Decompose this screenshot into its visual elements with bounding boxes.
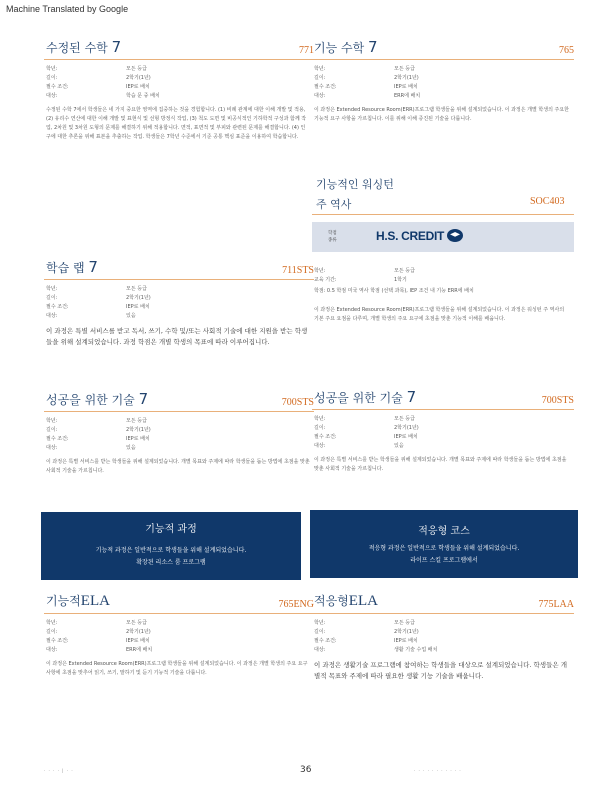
course-description: 이 과정은 생활기술 프로그램에 참여하는 학생들을 대상으로 설계되었습니다. 학생들은 개별적 목표와 주제에 따라 필요한 생활 기능 기술을 배웁니다.: [314, 661, 567, 680]
course-info: 학년: 모든 등급 길이: 2학기(1년) 필수 조건: IEP로 배치 대상: 생활 기술 수업 배치: [314, 620, 438, 653]
course-code: 765: [559, 45, 574, 56]
course-description: 이 과정은 Extended Resource Room(ERR)프로그램 학생들을 위해 설계되었습니다. 이 과정은 워싱턴 주 역사의 기본 주요 요점을 다루며, 개별 학생의 주요 요구에 초점을 맞춘 기능적 이해를 배웁니다.: [314, 307, 565, 322]
hs-credit-logo: H.S. CREDIT: [376, 229, 463, 243]
course-learning-lab: [44, 258, 314, 348]
course-title: 학습 랩 7: [46, 258, 98, 276]
course-title: 성공을 위한 기술 7: [46, 390, 149, 408]
adaptive-course-banner: [310, 510, 578, 578]
banner-title: 기능적 과정: [145, 524, 197, 535]
course-title: 적응형ELA: [314, 593, 378, 609]
functional-course-banner: [41, 512, 301, 580]
course-code: 765ENG: [278, 599, 314, 610]
footer-right: · · · · · · · · · · ·: [414, 768, 462, 773]
course-functional-ela: [44, 592, 314, 678]
course-modified-math: [44, 38, 314, 142]
course-functional-history: [312, 262, 574, 324]
footer-left: · · · · | · ·: [44, 768, 74, 773]
course-description: 이 과정은 특별 서비스를 받는 학생들을 위해 설계되었습니다. 개별 목표와 주제에 따라 학생들을 돕는 방법에 초점을 맞춘 사회적 기술을 가르칩니다.: [314, 457, 567, 472]
hs-credit-box: [312, 222, 574, 252]
course-code: 771: [299, 45, 314, 56]
banner-description: 적응형 과정은 일반적으로 학생들을 위해 설계되었습니다. 라이프 스킬 프로그램에서: [368, 545, 520, 564]
page-footer: [0, 764, 616, 778]
machine-translated-label: Machine Translated by Google: [6, 4, 129, 14]
credit-label: 학점 종류: [328, 231, 337, 243]
course-code: SOC403: [530, 196, 565, 207]
course-skills-success-right: [312, 388, 574, 474]
course-code: 711STS: [282, 265, 314, 276]
banner-title: 적응형 코스: [418, 526, 470, 537]
banner-description: 기능적 과정은 일반적으로 학생들을 위해 설계되었습니다. 확장된 리소스 룸 프로그램: [95, 547, 247, 566]
course-info: 학년: 모든 등급 길이: 2학기(1년) 필수 조건: IEP로 배치 대상: 있음: [314, 416, 419, 449]
course-description: 이 과정은 특별 서비스를 받는 학생들을 위해 설계되었습니다. 개별 목표와 주제에 따라 학생들을 돕는 방법에 초점을 맞춘 사회적 기술을 가르칩니다.: [46, 459, 310, 474]
course-description: 이 과정은 Extended Resource Room(ERR)프로그램 학생들을 위해 설계되었습니다. 이 과정은 개별 학생의 주요한 기능적 요구 사항을 가르칩니다. 이를 위해 이해 증진된 기술을 다룹니다.: [314, 107, 569, 122]
course-title: 기능 수학 7: [314, 38, 378, 56]
course-description: 이 과정은 특별 서비스를 받고 독서, 쓰기, 수학 및/또는 사회적 기술에 대한 지원을 받는 학생들을 위해 설계되었습니다. 과정 학점은 개별 학생의 목표에 따라 이루어집니다.: [46, 327, 308, 346]
page-number: 36: [300, 765, 312, 775]
course-info: 학년: 모든 등급 길이: 2학기(1년) 필수 조건: IEP로 배치 대상: 있음: [46, 418, 151, 451]
course-title: 기능적ELA: [46, 593, 110, 609]
course-functional-math: [312, 38, 574, 124]
course-description: 수정된 수학 7에서 학생들은 네 가지 중요한 영역에 집중하는 것을 경험합니다. (1) 비례 관계에 대한 이해 개발 및 적용, (2) 유리수 연산에 대한 이해 개발 및 표현식 및 선형 방정식 작업, (3) 척도 도면 및 비공식적인 기하학적 구성과 함께 작업, 2차원 및 3차원 도형의 문제를 해결하기 위해 적용합니다. 면적, 표면적 및 부피와 관련된 문제를 해결합니다. (4) 인구에 대한 추론을 위해 표본을 추출하는 작업. 학생들은 7학년 수준에서 기준 공통 핵심 표준을 이용하여 학습합니다.: [46, 107, 307, 140]
course-title-line-2: 주 역사: [316, 198, 352, 211]
course-info: 학년: 모든 등급 교육 기간: 1학기: [314, 268, 415, 283]
course-description: 이 과정은 Extended Resource Room(ERR)프로그램 학생들을 위해 설계되었습니다. 이 과정은 개별 학생의 주요 요구 사항에 초점을 맞추어 읽기, 쓰기, 말하기 및 듣기 기능적 기술을 다룹니다.: [46, 661, 308, 676]
course-skills-success: [44, 390, 314, 476]
course-info: 학년: 모든 등급 길이: 2학기(1년) 필수 조건: IEP로 배치 대상: 학습 문 중 배치: [46, 66, 160, 99]
course-code: 700STS: [281, 397, 314, 408]
course-info: 학년: 모든 등급 길이: 2학기(1년) 필수 조건: IEP로 배치 대상: 있음: [46, 286, 151, 319]
course-title-line-1: 기능적인 워싱턴: [316, 178, 394, 191]
graduation-cap-icon: [447, 229, 463, 242]
course-title: 성공을 위한 기술 7: [314, 388, 417, 406]
course-adaptive-ela: [312, 592, 574, 682]
course-info: 학년: 모든 등급 길이: 2학기(1년) 필수 조건: IEP로 배치 대상: ERR에 배치: [46, 620, 153, 653]
course-code: 775LAA: [538, 599, 574, 610]
course-code: 700STS: [541, 395, 574, 406]
course-title: 수정된 수학 7: [46, 38, 122, 56]
divider: [312, 214, 574, 215]
course-info: 학년: 모든 등급 길이: 2학기(1년) 필수 조건: IEP로 배치 대상: ERR에 배치: [314, 66, 421, 99]
credit-note: 학점: 0.5 학점 미국 역사 학점 (선택 과목), IEP 조건 내 기능 ERR에 배치: [314, 288, 474, 294]
